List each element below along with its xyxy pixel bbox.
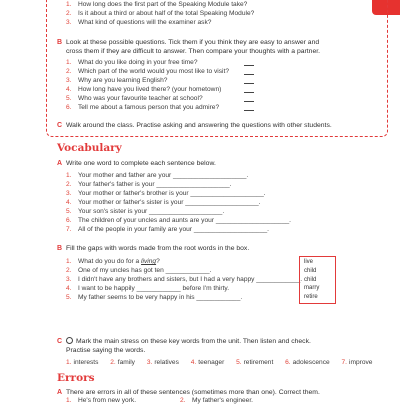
instruction-text: Look at these possible questions. Tick them if you think they are easy to answer and — [66, 39, 320, 46]
section-letter: A — [57, 160, 63, 167]
list-item: The children of your uncles and aunts are your ____________________. — [78, 217, 291, 224]
list-item: He's from new york. — [78, 397, 137, 404]
list-item: How long does the first part of the Speaking Module take? — [78, 1, 248, 8]
root-word: child — [304, 267, 317, 274]
list-item: Your mother or father's brother is your ____________________. — [78, 190, 266, 197]
section-letter: C — [57, 338, 63, 345]
key-word: improve — [349, 359, 373, 366]
answer-line[interactable] — [244, 65, 254, 66]
list-item: Your mother or father's sister is your ____________________. — [78, 199, 261, 206]
list-item: How long have you lived there? (your hometown) — [78, 86, 222, 93]
root-word: retire — [304, 294, 318, 301]
word-number: 3. — [146, 359, 153, 366]
list-item: Your mother and father are your ____________________. — [78, 172, 249, 179]
section-letter: C — [57, 122, 63, 129]
list-number: 2. — [180, 397, 186, 404]
instruction-text — [66, 337, 311, 346]
instruction-text: Write one word to complete each sentence below. — [66, 160, 216, 167]
list-item: Your father's father is your ____________________. — [78, 181, 232, 188]
list-number: 6. — [66, 217, 72, 224]
list-item: What kind of questions will the examiner ask? — [78, 19, 212, 26]
list-number: 4. — [66, 285, 72, 292]
key-words-list — [66, 359, 382, 366]
list-number: 1. — [66, 397, 72, 404]
section-letter: B — [57, 39, 63, 46]
list-number: 3. — [66, 77, 72, 84]
answer-line[interactable] — [244, 74, 254, 75]
word-number: 1. — [66, 359, 72, 366]
instruction-text: Walk around the class. Practise asking and answering the questions with other students. — [66, 122, 332, 129]
instruction-text: cross them if they are difficult to answer. Then compare your thoughts with a partner. — [66, 48, 321, 55]
list-number: 1. — [66, 1, 72, 8]
list-item: Why are you learning English? — [78, 77, 168, 84]
key-word: retirement — [243, 359, 274, 366]
key-word: family — [117, 359, 135, 366]
word-number: 7. — [341, 359, 348, 366]
list-item: What do you like doing in your free time? — [78, 59, 198, 66]
section-heading-errors: Errors — [57, 372, 95, 384]
section-letter: B — [57, 245, 63, 252]
section-letter: A — [57, 389, 63, 396]
answer-line[interactable] — [244, 101, 254, 102]
sentence-end: ? — [156, 258, 160, 265]
key-word: relatives — [154, 359, 179, 366]
list-item: Who was your favourite teacher at school? — [78, 95, 203, 102]
list-number: 5. — [66, 294, 72, 301]
list-item: Which part of the world would you most like to visit? — [78, 68, 229, 75]
list-item: I didn't have any brothers and sisters, but I had a very happy ____________. — [78, 276, 303, 283]
list-item: One of my uncles has got ten ____________. — [78, 267, 212, 274]
list-number: 2. — [66, 68, 72, 75]
list-number: 2. — [66, 267, 72, 274]
key-word: interests — [73, 359, 99, 366]
key-word: adolescence — [292, 359, 330, 366]
example-answer: living — [141, 258, 157, 265]
list-item: I want to be happily ____________ before I'm thirty. — [78, 285, 230, 292]
list-number: 5. — [66, 208, 72, 215]
list-number: 4. — [66, 199, 72, 206]
list-number: 1. — [66, 59, 72, 66]
list-item: Is it about a third or about half of the total Speaking Module? — [78, 10, 255, 17]
list-item — [78, 257, 160, 266]
word-number: 5. — [236, 359, 242, 366]
list-number: 1. — [66, 172, 72, 179]
list-number: 4. — [66, 86, 72, 93]
word-number: 2. — [110, 359, 116, 366]
answer-line[interactable] — [244, 92, 254, 93]
list-item: All of the people in your family are your ____________________. — [78, 226, 269, 233]
answer-line[interactable] — [244, 110, 254, 111]
list-number: 1. — [66, 258, 72, 265]
list-number: 3. — [66, 19, 72, 26]
instruction-text: There are errors in all of these sentences (sometimes more than one). Correct them. — [66, 389, 320, 396]
list-item: My father seems to be very happy in his ____________. — [78, 294, 243, 301]
answer-line[interactable] — [244, 83, 254, 84]
list-number: 7. — [66, 226, 72, 233]
list-item: Tell me about a famous person that you admire? — [78, 104, 220, 111]
root-word: live — [304, 259, 314, 265]
section-heading-vocabulary: Vocabulary — [57, 142, 122, 154]
root-word: marry — [304, 285, 320, 292]
list-item: My father's engineer. — [192, 397, 254, 404]
list-item: Your son's sister is your ____________________. — [78, 208, 225, 215]
list-number: 6. — [66, 104, 72, 111]
instruction-text: Practise saying the words. — [66, 347, 146, 354]
root-word: child — [304, 276, 317, 283]
instruction-text: Fill the gaps with words made from the root words in the box. — [66, 245, 250, 252]
key-word: teenager — [198, 359, 225, 366]
word-number: 4. — [190, 359, 197, 366]
word-number: 6. — [285, 359, 291, 366]
list-number: 5. — [66, 95, 72, 102]
list-number: 2. — [66, 181, 72, 188]
list-number: 3. — [66, 276, 72, 283]
list-number: 3. — [66, 190, 72, 197]
list-number: 2. — [66, 10, 72, 17]
instruction-line: Mark the main stress on these key words from the unit. Then listen and check. — [76, 338, 311, 345]
root-words-box — [299, 256, 336, 304]
audio-icon[interactable] — [66, 337, 73, 344]
sentence-start: What do you do for a — [78, 258, 142, 265]
